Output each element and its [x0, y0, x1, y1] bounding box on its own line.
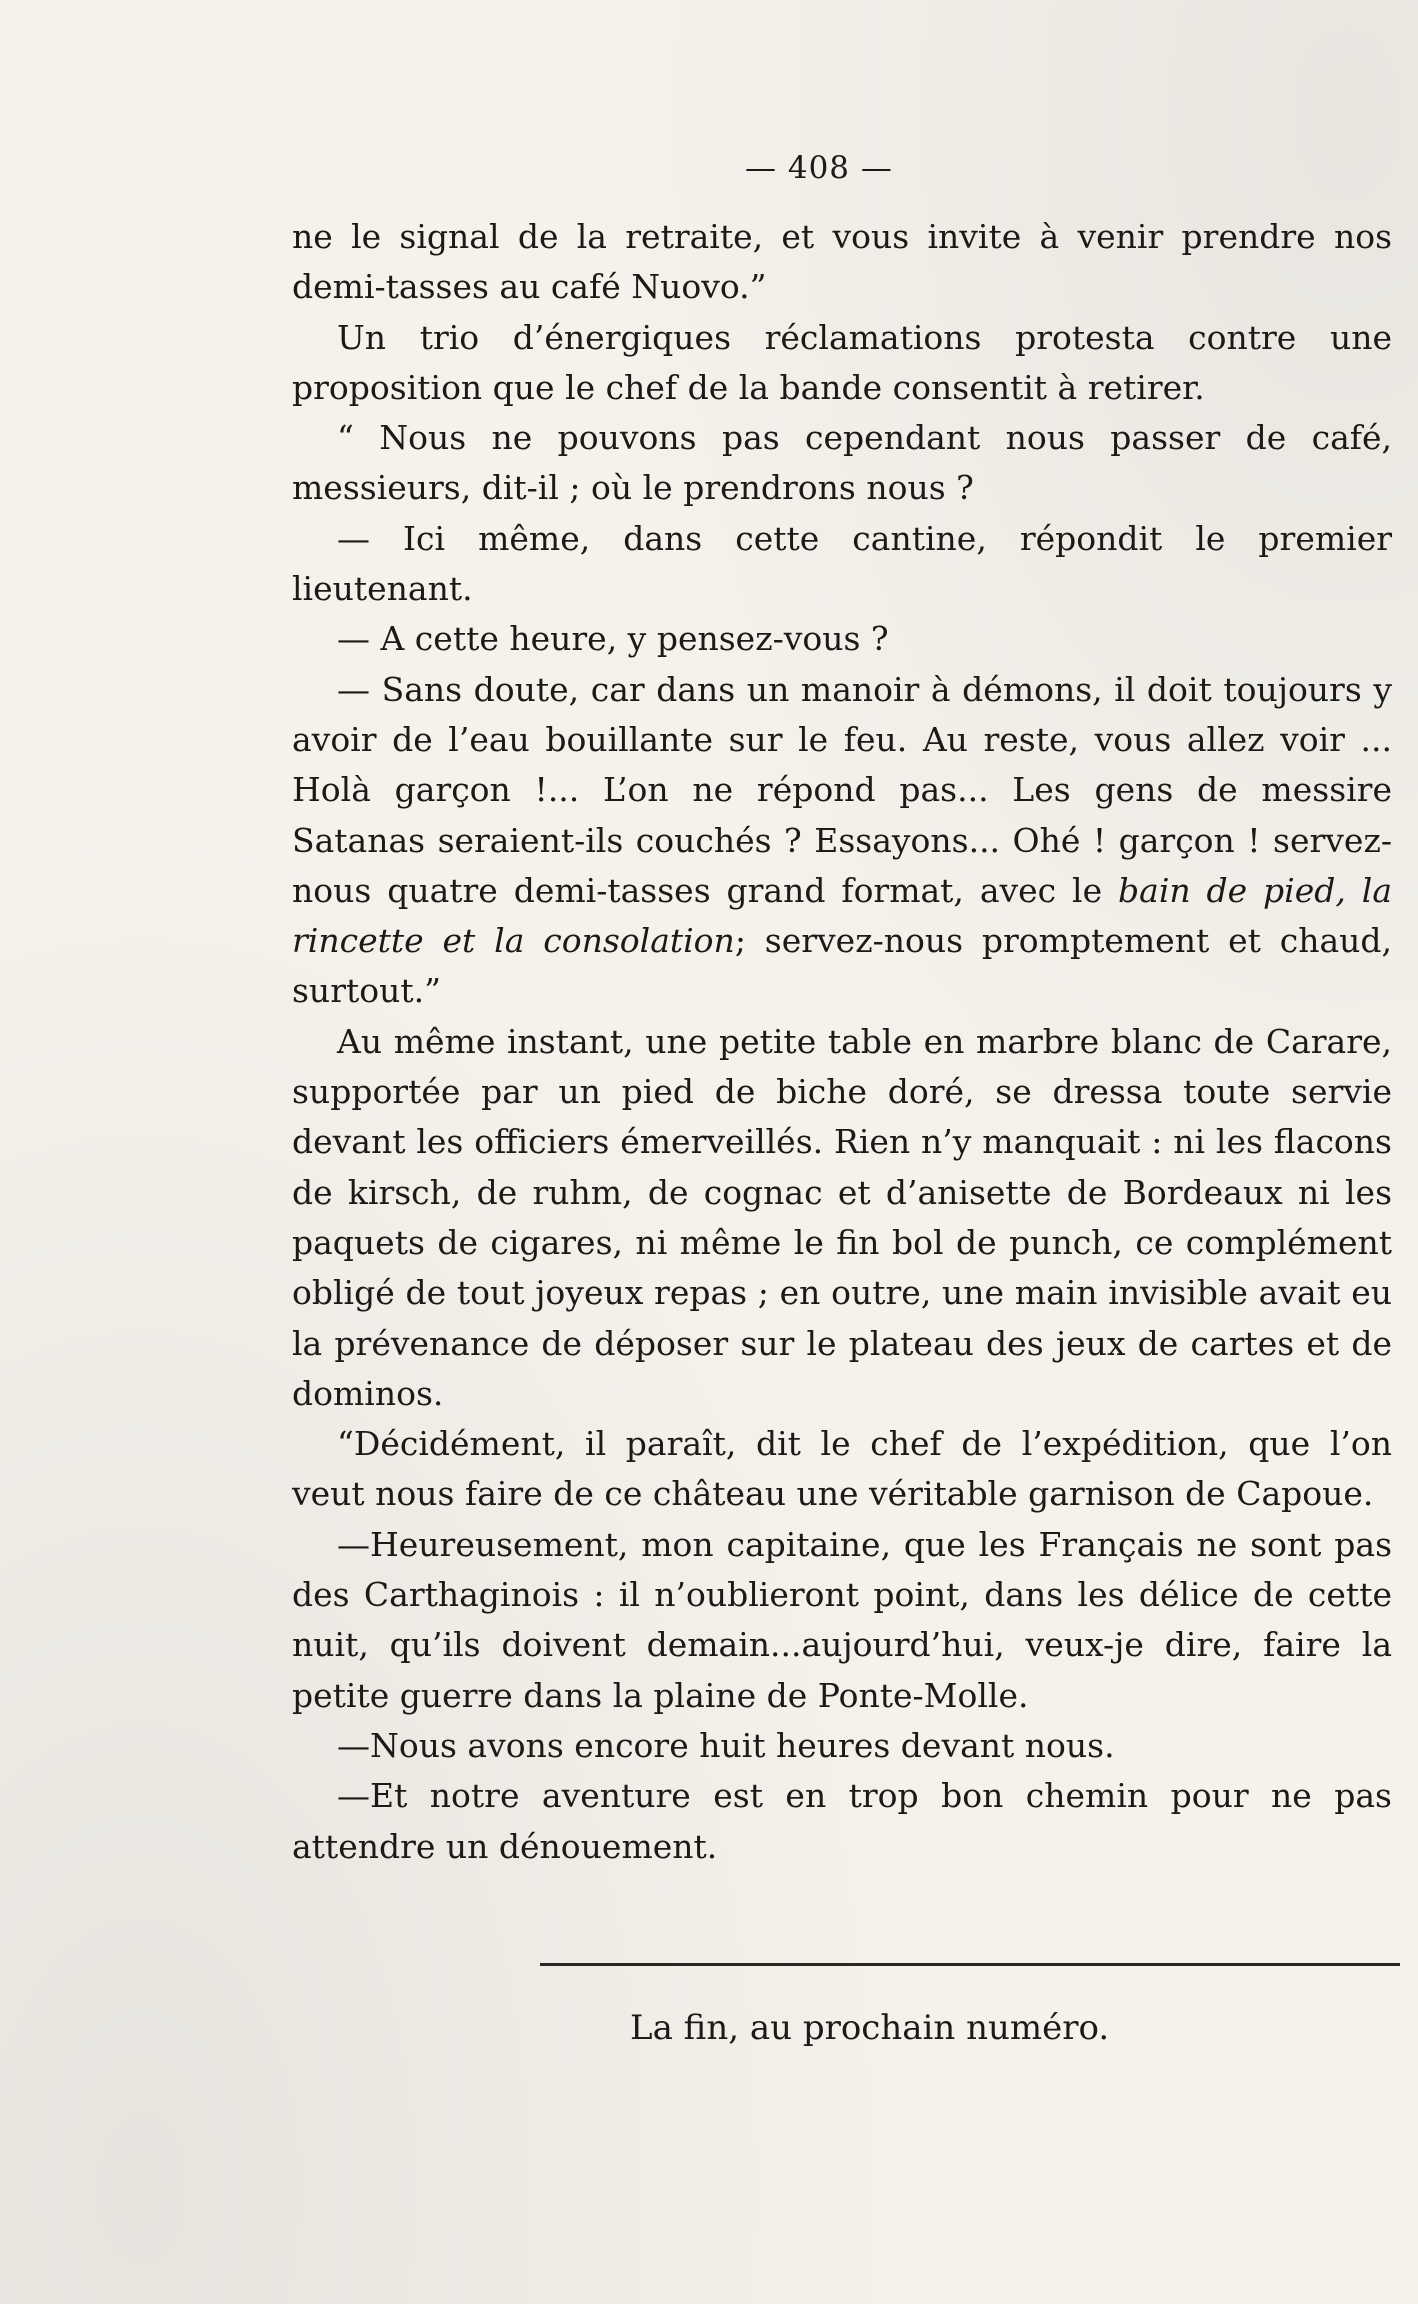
body-text: [292, 212, 1392, 1872]
continuation-note: La fin, au prochain numéro.: [630, 2008, 1110, 2048]
paragraph: “Décidément, il paraît, dit le chef de l’expédition, que l’on veut nous faire de ce château une véritable garnison de Capoue.: [292, 1424, 1392, 1514]
paragraph: [292, 665, 1392, 1017]
paragraph-text: ; servez-nous promptement et chaud, surtout.”: [292, 921, 1392, 1011]
italic-phrase: bain de pied, la rincette et la consolation: [292, 870, 1392, 961]
paragraph: Un trio d’énergiques réclamations protesta contre une proposition que le chef de la bande consentit à retirer.: [292, 317, 1392, 407]
page-number: — 408 —: [745, 150, 893, 186]
paragraph: —Nous avons encore huit heures devant nous.: [337, 1725, 1115, 1765]
paragraph: —Et notre aventure est en trop bon chemin pour ne pas attendre un dénouement.: [292, 1776, 1392, 1866]
separator-rule: [540, 1963, 1400, 1966]
paragraph: —Heureusement, mon capitaine, que les Français ne sont pas des Carthaginois : il n’oublieront point, dans les délice de cette nuit, qu’ils doivent demain...aujourd’hui, veux-je dire, faire la petite guerre dans la plaine de Ponte-Molle.: [292, 1524, 1392, 1715]
paragraph-text: — Sans doute, car dans un manoir à démons, il doit toujours y avoir de l’eau bouillante sur le feu. Au reste, vous allez voir ... Holà garçon !... L’on ne répond pas... Les gens de messire Satanas seraient-ils couchés ? Essayons... Ohé ! garçon ! servez-nous quatre demi-tasses grand format, avec le: [292, 669, 1392, 910]
paragraph: — A cette heure, y pensez-vous ?: [337, 619, 889, 659]
paragraph: “ Nous ne pouvons pas cependant nous passer de café, messieurs, dit-il ; où le prendrons nous ?: [292, 418, 1392, 508]
paragraph: ne le signal de la retraite, et vous invite à venir prendre nos demi-tasses au café Nuovo.”: [292, 217, 1392, 307]
paragraph: Au même instant, une petite table en marbre blanc de Carare, supportée par un pied de biche doré, se dressa toute servie devant les officiers émerveillés. Rien n’y manquait : ni les flacons de kirsch, de ruhm, de cognac et d’anisette de Bordeaux ni les paquets de cigares, ni même le fin bol de punch, ce complément obligé de tout joyeux repas ; en outre, une main invisible avait eu la prévenance de déposer sur le plateau des jeux de cartes et de dominos.: [292, 1021, 1392, 1413]
paragraph: — Ici même, dans cette cantine, répondit le premier lieutenant.: [292, 518, 1392, 609]
